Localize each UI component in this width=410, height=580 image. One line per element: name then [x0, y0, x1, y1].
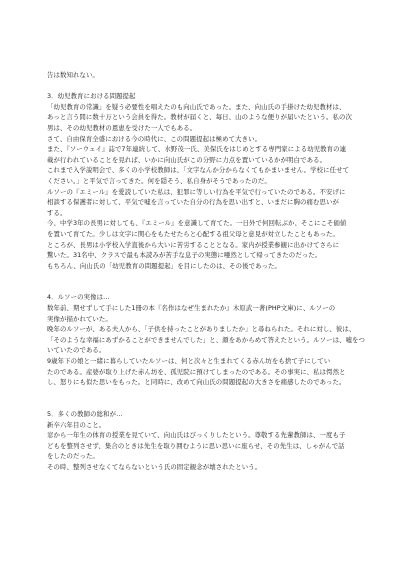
- intro-line: 告は数知れない。: [47, 71, 99, 79]
- section-3-line: これまで入学説明会で、多くの小学校教師は、「文字なんか分からなくてもかまいません。学校に任せて: [47, 166, 350, 175]
- section-5-line: をしたのだった。: [47, 452, 99, 461]
- section-3-line: ルソーの『エミール』を愛読していた私は、犯罪に等しい行為を平気で行っていたのである。不安げに: [47, 187, 346, 196]
- section-4-line: 9歳年下の娘と一緒に暮らしていたルソーは、何と次々と生まれてくる赤ん坊をも捨て子にしてい: [47, 357, 331, 366]
- section-3-line: 「幼児教育の常識」を疑う必要性を唱えたのも向山氏であった。また、向山氏の手掛けた幼児教材は、: [47, 102, 346, 111]
- section-3-line: もちろん、向山氏の「幼児教育の問題提起」を目にしたのは、その後であった。: [47, 261, 281, 270]
- section-4-heading: 4．ルソーの実像は…: [47, 293, 110, 302]
- section-3-line: 相談する保護者に対して、平気で嘘を言っていた自分の行為を思い出すと、いまだに胸の痛む思いが: [47, 198, 339, 207]
- section-4-line: 「そのような幸福にあずかることができませんでした」と、顔をあからめて答えたという。ルソーは、嘘をつ: [47, 335, 366, 344]
- section-3-heading: 3．幼児教育における問題提起: [47, 92, 136, 101]
- section-5-line: 新卒六年目のこと。: [47, 420, 106, 429]
- section-3-line: 男は、その幼児教材の恩恵を受けた一人でもある。: [47, 123, 197, 132]
- section-5-line: その時、整列させなくてならないという氏の固定観念が壊されたという。: [47, 462, 262, 471]
- section-3-line: 驚いた。31名中、クラスで最も本読みが苦手な息子の実態に唖然として帰ってきたのだった。: [47, 251, 322, 260]
- document-page: [47, 70, 372, 473]
- section-5-line: どもを整列させず、集合のときは先生を取り囲むように思い思いに座らせ、その先生は、しゃがんで話: [47, 441, 345, 450]
- section-3-line: ところが、長男は小学校入学直後から大いに苦労することとなる。家内が授業参観に出かけてさらに: [47, 240, 340, 249]
- section-3-line: 今、中学3年の長男に対しても、『エミール』を意識して育てた。一日外で何回転ぶか、そこにこそ価値: [47, 219, 347, 228]
- section-4-line: 実像が描かれていた。: [47, 314, 112, 323]
- section-3-line: する。: [47, 208, 67, 217]
- section-4-line: たのである。産婆が取り上げた赤ん坊を、孤児院に預けてしまったのである。その事実に、私は愕然と: [47, 367, 346, 376]
- section-3-line: さて、自由保育全盛における今の時代に、この問題提起は極めて大きい。: [47, 134, 262, 143]
- section-3-line: あっと言う間に数十万という会員を得た。教材が届くと、毎日、山のような便りが届いたという。私の次: [47, 113, 352, 122]
- section-5-line: 窓から一年生の体育の授業を見ていて、向山氏はびっくりしたという。尊敬する先輩教師は、一度も子: [47, 431, 346, 440]
- section-3-line: 載が行われていることを見れば、いかに向山氏がこの分野に力点を置いているかが明白である。: [47, 155, 327, 164]
- section-4-line: いていたのである。: [47, 346, 106, 355]
- section-4-line: し、怒りにも似た思いをもった。と同時に、改めて向山氏の問題提起の大きさを痛感したのであった。: [47, 378, 346, 387]
- section-5-heading: 5．多くの教師の総和が…: [47, 410, 123, 418]
- section-3-line: また、『ソーウェイ』誌で7年連続して、水野茂一氏、美保氏をはじめとする専門家による幼児教育の連: [47, 145, 347, 154]
- section-4-line: 数年前、期せずして手にした1冊の本『名作はなぜ生まれたか』木原武一著(PHP文庫)に、ルソーの: [47, 304, 336, 313]
- section-3-line: を置いて育てた。少しは文字に関心をもたせたらと心配する祖父母と意見が対立したこともあった。: [47, 229, 340, 238]
- section-3-line: ください。」と平気で言ってきた。何を隠そう、私自身がそうであったのだ。: [47, 176, 271, 185]
- section-4-line: 晩年のルソーが、ある夫人から、「子供を持ったことがありましたか」と尋ねられた。それに対し、彼は、: [47, 325, 356, 334]
